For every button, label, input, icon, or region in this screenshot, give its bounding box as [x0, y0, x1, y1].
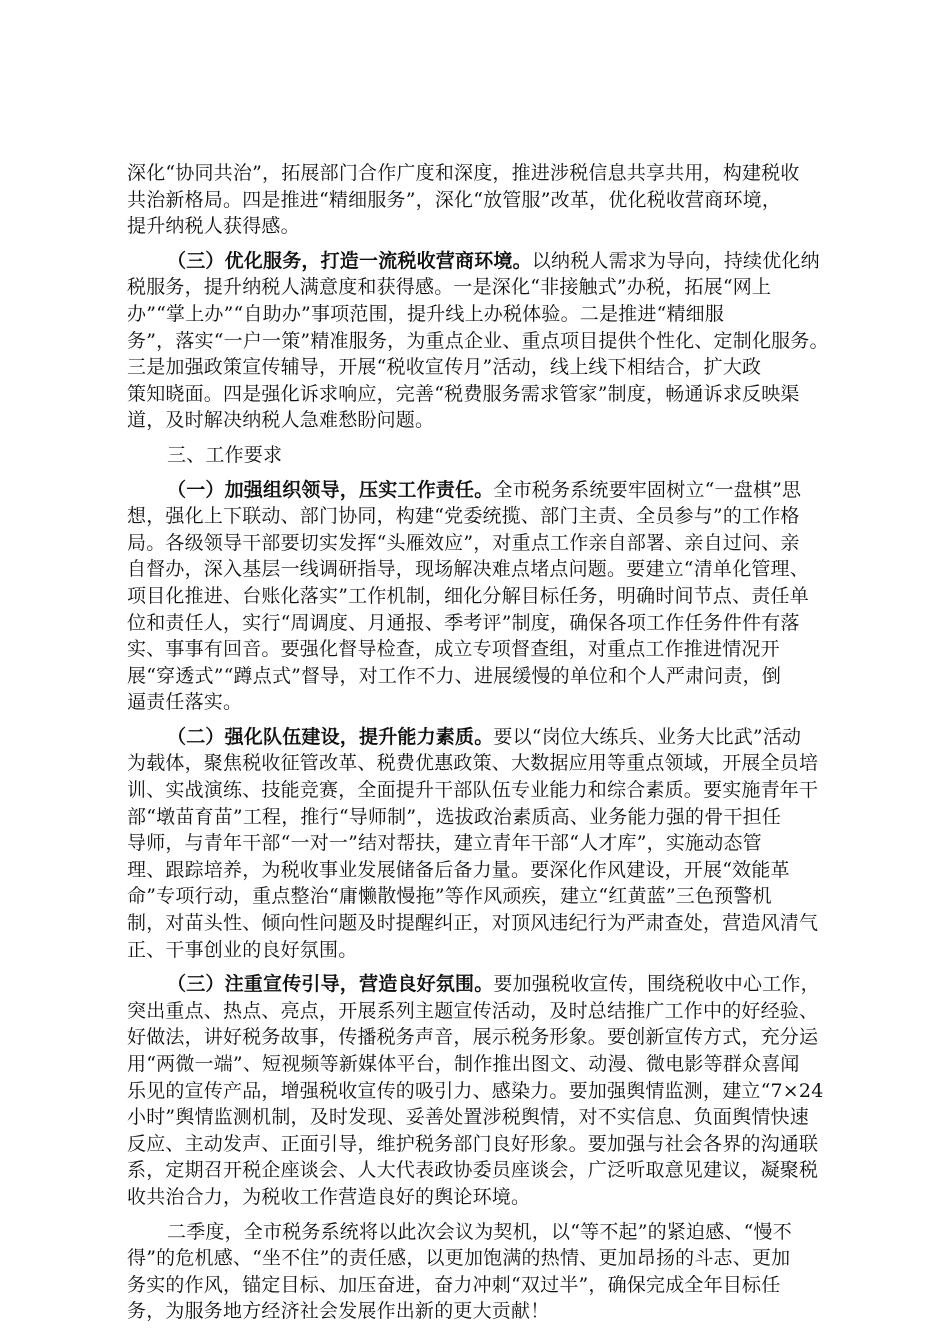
- document-page: [127, 160, 829, 1325]
- section-title: 三、工作要求: [167, 443, 283, 466]
- text-run: 以纳税人需求为导向，持续优化纳: [531, 249, 820, 272]
- text-line: 小时”舆情监测机制，及时发现、妥善处置涉税舆情，对不实信息、负面舆情快速: [127, 1106, 809, 1129]
- text-line: 自督办，深入基层一线调研指导，现场解决难点堵点问题。要建立“清单化管理、: [127, 558, 809, 581]
- text-line: 逼责任落实。: [127, 691, 243, 714]
- paragraph-heading: （一）加强组织领导，压实工作责任。: [167, 478, 494, 501]
- text-run: 要以“岗位大练兵、业务大比武”活动: [493, 725, 802, 748]
- text-line: 突出重点、热点、亮点，开展系列主题宣传活动，及时总结推广工作中的好经验、: [127, 999, 819, 1022]
- paragraph-continuation: [127, 160, 817, 240]
- paragraph-heading: （三）优化服务，打造一流税收营商环境。: [167, 249, 532, 272]
- text-line: 办”“掌上办”“自助办”事项范围，提升线上办税体验。二是推进“精细服: [127, 302, 725, 325]
- text-line: 收共治合力，为税收工作营造良好的舆论环境。: [127, 1185, 531, 1208]
- text-line: 好做法，讲好税务故事，传播税务声音，展示税务形象。要创新宣传方式，充分运: [127, 1026, 819, 1049]
- text-line: 训、实战演练、技能竞赛，全面提升干部队伍专业能力和综合素质。要实施青年干: [127, 779, 819, 802]
- paragraph-closing: [127, 1219, 817, 1325]
- text-line: 共治新格局。四是推进“精细服务”，深化“放管服”改革，优化税收营商环境，: [127, 188, 782, 211]
- text-run: 要加强税收宣传，围绕税收中心工作，: [493, 973, 820, 996]
- text-line: 提升纳税人获得感。: [127, 215, 300, 238]
- paragraph-publicity: [127, 971, 824, 1210]
- text-line: 理、跟踪培养，为税收事业发展储备后备力量。要深化作风建设，开展“效能革: [127, 858, 790, 881]
- text-line: 道，及时解决纳税人急难愁盼问题。: [127, 409, 435, 432]
- text-line: 项目化推进、台账化落实”工作机制，细化分解目标任务，明确时间节点、责任单: [127, 584, 809, 607]
- text-line: 税服务，提升纳税人满意度和获得感。一是深化“非接触式”办税，拓展“网上: [127, 276, 772, 299]
- text-line: 正、干事创业的良好氛围。: [127, 938, 358, 961]
- text-line: [127, 248, 820, 275]
- text-line: 为载体，聚焦税收征管改革、税费优惠政策、大数据应用等重点领域，开展全员培: [127, 752, 819, 775]
- text-line: 局。各级领导干部要切实发挥“头雁效应”，对重点工作亲自部署、亲自过问、亲: [127, 531, 800, 554]
- text-line: [127, 724, 817, 751]
- text-line: 反应、主动发声、正面引导，维护税务部门良好形象。要加强与社会各界的沟通联: [127, 1132, 819, 1155]
- text-line: 三是加强政策宣传辅导，开展“税收宣传月”活动，线上线下相结合，扩大政: [127, 356, 762, 379]
- text-line: 展“穿透式”“蹲点式”督导，对工作不力、进展缓慢的单位和个人严肃问责，倒: [127, 664, 782, 687]
- text-line: [127, 477, 817, 504]
- text-line: [127, 971, 820, 998]
- text-line: 系，定期召开税企座谈会、人大代表政协委员座谈会，广泛听取意见建议，凝聚税: [127, 1159, 819, 1182]
- paragraph-heading: （三）注重宣传引导，营造良好氛围。: [167, 973, 494, 996]
- text-line: 制，对苗头性、倾向性问题及时提醒纠正，对顶风违纪行为严肃查处，营造风清气: [127, 912, 819, 935]
- text-line: 策知晓面。四是强化诉求响应，完善“税费服务需求管家”制度，畅通诉求反映渠: [127, 382, 800, 405]
- text-line: 务，为服务地方经济社会发展作出新的更大贡献！: [127, 1300, 550, 1323]
- text-line: 部“墩苗育苗”工程，推行“导师制”，选拔政治素质高、业务能力强的骨干担任: [127, 805, 782, 828]
- text-line: 导师，与青年干部“一对一”结对帮扶，建立青年干部“人才库”，实施动态管: [127, 832, 762, 855]
- paragraph-optimize-service: [127, 248, 829, 434]
- text-line: 务”，落实“一户一策”精准服务，为重点企业、重点项目提供个性化、定制化服务。: [127, 329, 829, 352]
- text-line: 实、事事有回音。要强化督导检查，成立专项督查组，对重点工作推进情况开: [127, 638, 780, 661]
- text-line: 二季度，全市税务系统将以此次会议为契机，以“等不起”的紧迫感、“慢不: [167, 1220, 792, 1243]
- text-line: 深化“协同共治”，拓展部门合作广度和深度，推进涉税信息共享共用，构建税收: [127, 162, 800, 184]
- text-line: 得”的危机感、“坐不住”的责任感，以更加饱满的热情、更加昂扬的斗志、更加: [127, 1247, 791, 1270]
- text-line: 务实的作风，锚定目标、加压奋进，奋力冲刺“双过半”，确保完成全年目标任: [127, 1273, 781, 1296]
- paragraph-heading: （二）强化队伍建设，提升能力素质。: [167, 725, 494, 748]
- text-line: 命”专项行动，重点整治“庸懒散慢拖”等作风顽疾，建立“红黄蓝”三色预警机: [127, 885, 772, 908]
- paragraph-organization: [127, 477, 817, 716]
- text-line: 位和责任人，实行“周调度、月通报、季考评”制度，确保各项工作任务件件有落: [127, 611, 800, 634]
- text-run: 全市税务系统要牢固树立“一盘棋”思: [493, 478, 802, 501]
- text-line: 想，强化上下联动、部门协同，构建“党委统揽、部门主责、全员参与”的工作格: [127, 505, 800, 528]
- text-line: 用“两微一端”、短视频等新媒体平台，制作推出图文、动漫、微电影等群众喜闻: [127, 1053, 800, 1075]
- paragraph-team-building: [127, 724, 817, 963]
- text-line: 乐见的宣传产品，增强税收宣传的吸引力、感染力。要加强舆情监测，建立“7×24: [127, 1079, 824, 1102]
